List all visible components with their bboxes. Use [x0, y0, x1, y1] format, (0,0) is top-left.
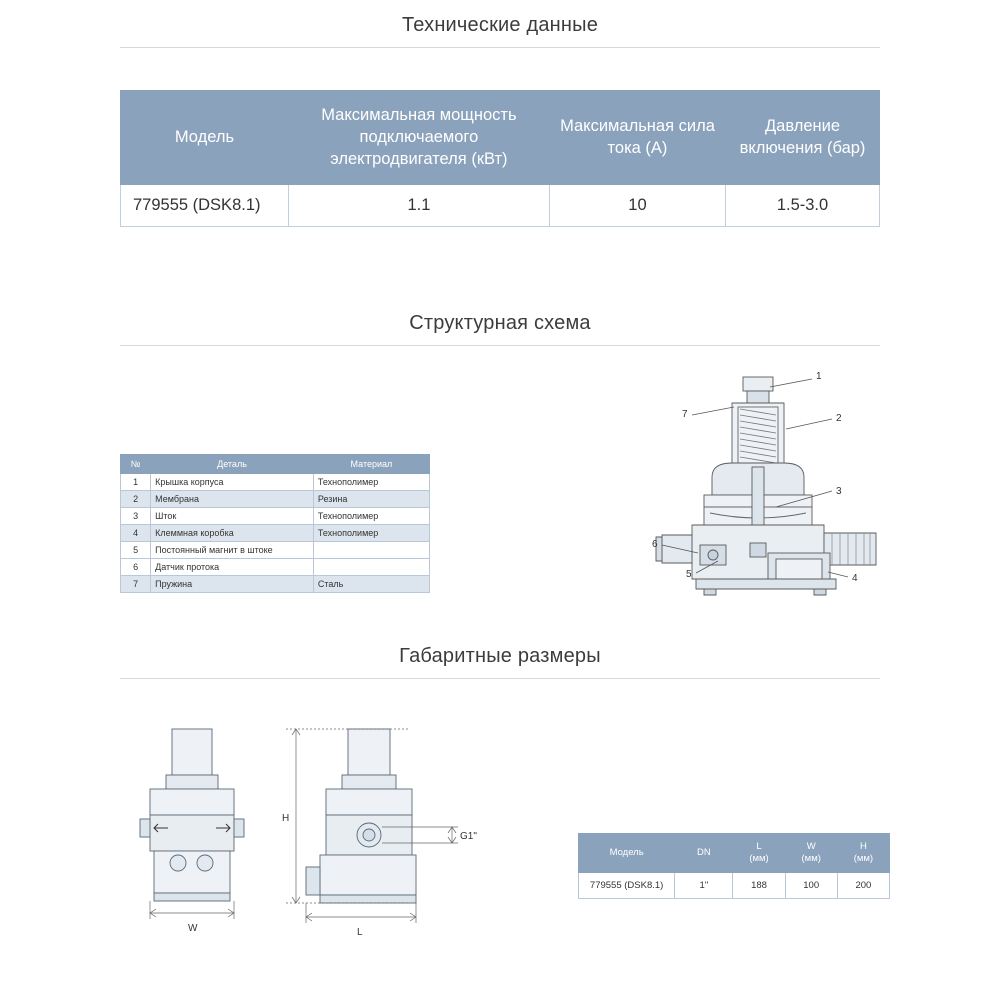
cell-max-power: 1.1: [288, 185, 549, 227]
cell-part-number: 5: [121, 542, 151, 559]
callout-7: 7: [682, 409, 688, 420]
cell-part-number: 1: [121, 474, 151, 491]
th-dim-l-sub: (мм): [749, 852, 769, 864]
cell-part-name: Постоянный магнит в штоке: [151, 542, 314, 559]
th-dim-w: [785, 834, 837, 873]
structural-scheme-title: Структурная схема: [409, 312, 591, 334]
table-row: [121, 474, 430, 491]
callout-5: 5: [686, 569, 692, 580]
cell-dim-model: 779555 (DSK8.1): [579, 872, 675, 898]
th-dim-w-sub: (мм): [801, 852, 821, 864]
callout-2: 2: [836, 413, 842, 424]
divider-dimensions: [120, 678, 880, 679]
th-part-name: Деталь: [151, 455, 314, 474]
dim-label-w: W: [188, 923, 198, 934]
th-model: Модель: [121, 91, 289, 185]
cross-section-svg: [600, 367, 920, 627]
th-part-material: Материал: [313, 455, 429, 474]
dim-label-g1: G1": [460, 831, 477, 842]
cell-dim-h: 200: [837, 872, 889, 898]
cell-part-material: [313, 559, 429, 576]
table-row: [579, 872, 890, 898]
cell-part-material: Сталь: [313, 576, 429, 593]
structural-scheme-section: [0, 312, 1000, 589]
dim-label-l: L: [357, 927, 363, 938]
cell-part-number: 2: [121, 491, 151, 508]
cell-dim-w: 100: [785, 872, 837, 898]
cell-part-material: Технополимер: [313, 508, 429, 525]
th-dim-h-main: H: [859, 841, 867, 852]
cell-part-name: Мембрана: [151, 491, 314, 508]
th-dim-h: [837, 834, 889, 873]
dimensions-title: Габаритные размеры: [399, 645, 601, 667]
cell-part-number: 7: [121, 576, 151, 593]
table-row: [121, 542, 430, 559]
cell-part-name: Датчик протока: [151, 559, 314, 576]
th-dim-h-sub: (мм): [853, 852, 874, 864]
cell-dim-dn: 1": [675, 872, 733, 898]
table-row: [121, 185, 880, 227]
cell-part-name: Шток: [151, 508, 314, 525]
cell-part-material: Технополимер: [313, 525, 429, 542]
th-dim-model: Модель: [579, 834, 675, 873]
pressure-switch-cross-section-diagram: [600, 367, 920, 632]
th-part-number: №: [121, 455, 151, 474]
dimensions-drawing: [110, 697, 530, 952]
dimensions-table: [578, 833, 890, 899]
table-row: [121, 559, 430, 576]
parts-table: [120, 454, 430, 593]
callout-3: 3: [836, 486, 842, 497]
cell-part-material: Технополимер: [313, 474, 429, 491]
cell-model: 779555 (DSK8.1): [121, 185, 289, 227]
th-max-current: Максимальная сила тока (А): [549, 91, 725, 185]
dimensions-svg: [110, 697, 530, 947]
parts-header-row: [121, 455, 430, 474]
technical-data-title: Технические данные: [401, 14, 599, 36]
callout-4: 4: [852, 573, 858, 584]
cell-part-name: Пружина: [151, 576, 314, 593]
cell-part-number: 4: [121, 525, 151, 542]
cell-part-name: Клеммная коробка: [151, 525, 314, 542]
th-pressure: Давление включения (бар): [726, 91, 880, 185]
cell-part-material: Резина: [313, 491, 429, 508]
th-dim-w-main: W: [806, 841, 816, 852]
table-row: [121, 508, 430, 525]
th-dim-dn: DN: [675, 834, 733, 873]
cell-dim-l: 188: [733, 872, 785, 898]
table-row: [121, 576, 430, 593]
dimensions-header-row: [579, 834, 890, 873]
cell-max-current: 10: [549, 185, 725, 227]
cell-part-number: 3: [121, 508, 151, 525]
th-dim-l: [733, 834, 785, 873]
cell-pressure: 1.5-3.0: [726, 185, 880, 227]
cell-part-number: 6: [121, 559, 151, 576]
th-dim-l-main: L: [756, 841, 762, 852]
callout-6: 6: [652, 539, 658, 550]
table-row: [121, 491, 430, 508]
cell-part-name: Крышка корпуса: [151, 474, 314, 491]
cell-part-material: [313, 542, 429, 559]
dim-label-h: H: [282, 813, 290, 824]
technical-data-table: [120, 90, 880, 227]
callout-1: 1: [816, 371, 822, 382]
divider-structural: [120, 345, 880, 346]
dimensions-section: [0, 645, 1000, 938]
table-row: [121, 525, 430, 542]
technical-data-section: [0, 14, 1000, 227]
table-header-row: [121, 91, 880, 185]
divider-technical: [120, 47, 880, 48]
th-max-power: Максимальная мощность подключаемого электродвигателя (кВт): [288, 91, 549, 185]
